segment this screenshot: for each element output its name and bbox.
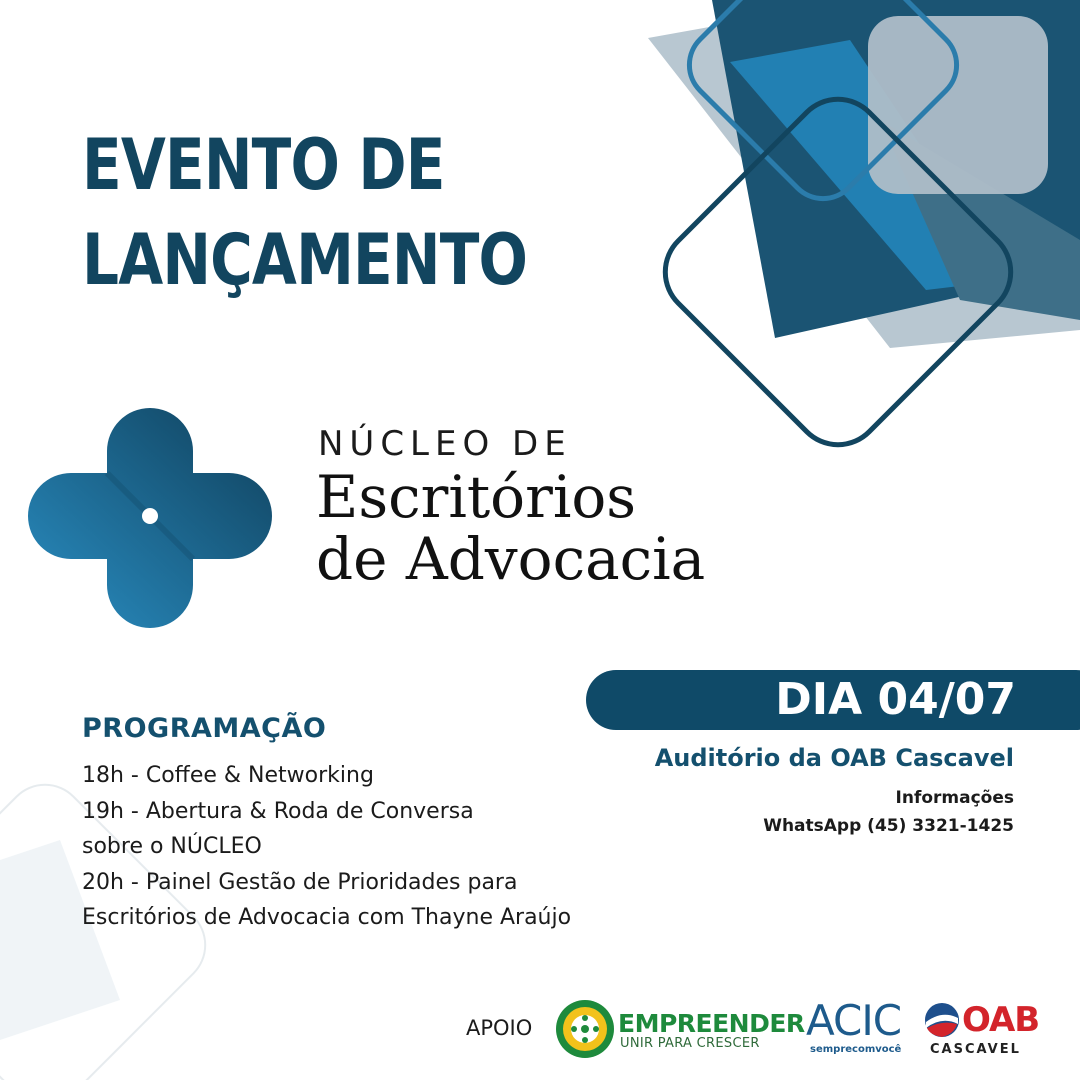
program-item: sobre o NÚCLEO [82,834,262,859]
program-item: 20h - Painel Gestão de Prioridades para [82,869,518,895]
headline-line-2: LANÇAMENTO [82,219,528,301]
empreender-logo-icon [554,998,616,1060]
acic-logo-subtitle: semprecomvocê [810,1044,902,1055]
acic-logo-title: ACIC [806,996,902,1045]
event-date: DIA 04/07 [775,674,1016,725]
sponsors-label: APOIO [466,1016,533,1040]
oab-logo-icon [924,1002,960,1038]
program-list [82,758,571,936]
brand-subtitle: NÚCLEO DE [318,424,572,464]
headline-line-1: EVENTO DE [82,124,445,206]
event-venue: Auditório da OAB Cascavel [654,744,1014,772]
brand-name [316,463,706,593]
info-label: Informações [895,788,1014,808]
oab-logo-subtitle: CASCAVEL [930,1042,1021,1057]
program-item: 19h - Abertura & Roda de Conversa [82,798,474,824]
nucleo-logo-icon [28,408,272,628]
whatsapp-contact: WhatsApp (45) 3321-1425 [763,816,1014,836]
program-item: 18h - Coffee & Networking [82,763,374,788]
contact-info [640,784,1014,840]
program-title: PROGRAMAÇÃO [82,713,327,744]
empreender-logo-title: EMPREENDER [618,1009,805,1038]
brand-name-line-2: de Advocacia [316,525,706,593]
program-item: Escritórios de Advocacia com Thayne Araújo [82,905,572,930]
empreender-logo-subtitle: UNIR PARA CRESCER [620,1036,760,1051]
oab-logo-title: OAB [962,1000,1040,1040]
event-headline [82,118,527,308]
brand-name-line-1: Escritórios [316,463,637,531]
